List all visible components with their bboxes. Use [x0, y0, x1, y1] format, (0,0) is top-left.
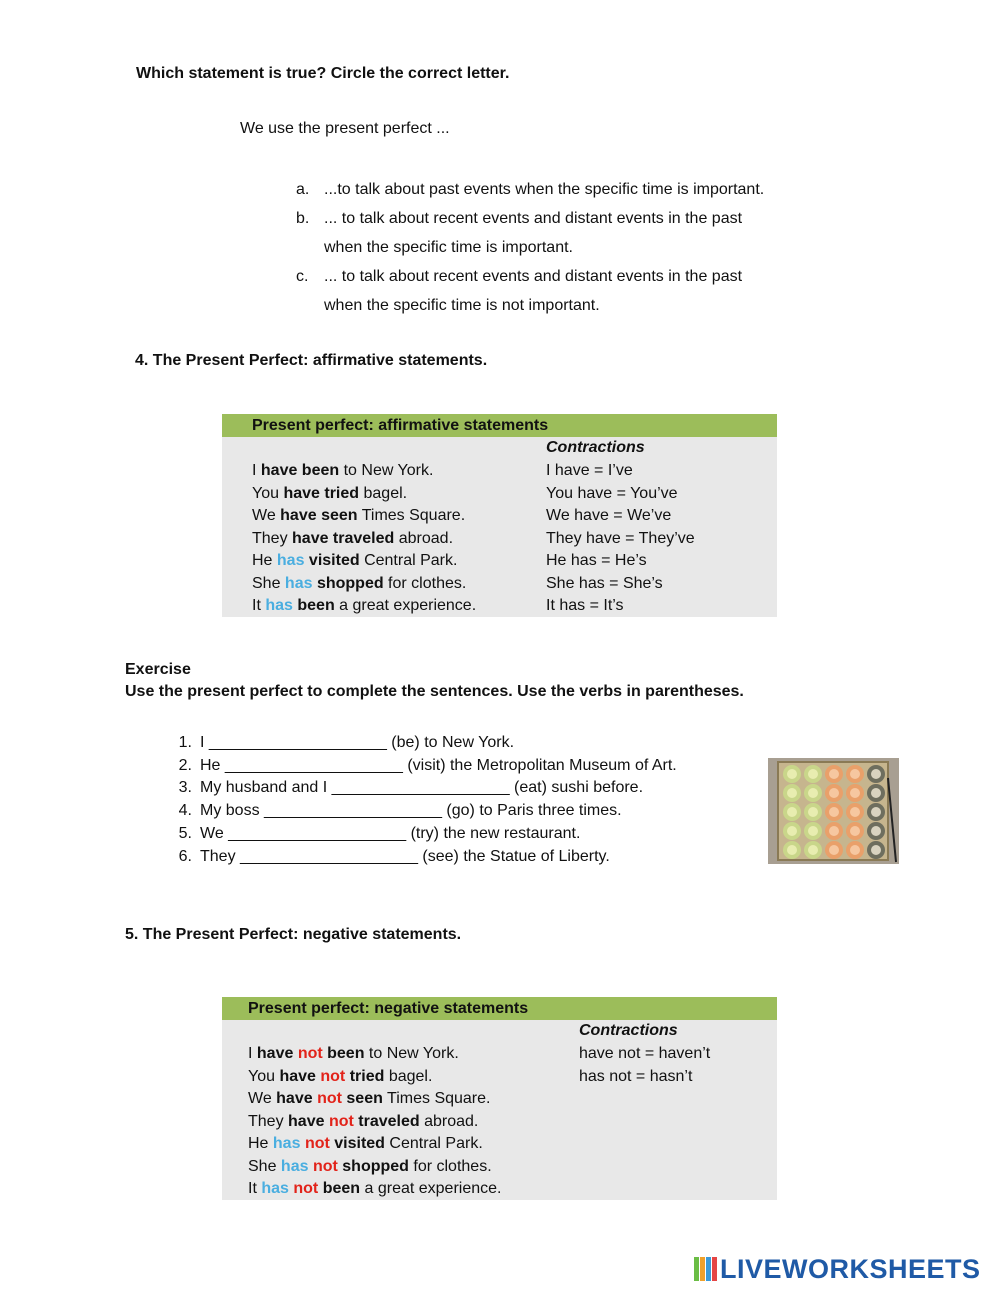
sushi-tray-illustration [768, 758, 899, 864]
sushi-roll-center [829, 845, 839, 855]
table-row [252, 550, 457, 573]
option-text-line: ...to talk about past events when the specific time is important. [324, 181, 765, 198]
rest: to New York. [364, 1045, 459, 1062]
rest: abroad. [394, 529, 454, 547]
auxiliary: has [280, 1157, 309, 1175]
exercise-number: 1. [178, 734, 192, 751]
exercise-sentence: My husband and I ____________________ (eat) sushi before. [200, 779, 644, 797]
sushi-image [768, 758, 899, 864]
subject: You [248, 1067, 280, 1085]
affirmative-table-header-label: Present perfect: affirmative statements [252, 417, 549, 434]
sushi-roll-center [871, 788, 881, 798]
table-row [252, 595, 476, 618]
auxiliary: have [288, 1112, 325, 1130]
rest: for clothes. [383, 574, 467, 592]
option-text-line: ... to talk about recent events and distant events in the past [324, 210, 743, 227]
exercise-item [172, 755, 752, 777]
exercise-instruction: Use the present perfect to complete the sentences. Use the verbs in parentheses. [125, 683, 744, 700]
auxiliary: have [256, 1045, 294, 1062]
option-text-line: when the specific time is not important. [324, 297, 600, 314]
exercise-number: 4. [178, 802, 192, 820]
auxiliary: has [261, 1180, 289, 1197]
table-row [252, 528, 453, 551]
sushi-roll-center [829, 826, 839, 836]
auxiliary: have [280, 507, 317, 524]
subject: She [248, 1157, 281, 1175]
sushi-roll-center [808, 807, 818, 817]
option-3 [296, 262, 856, 320]
subject: We [252, 507, 281, 524]
section-4-title: 4. The Present Perfect: affirmative statements. [135, 352, 488, 369]
table-row [248, 1133, 483, 1156]
not-word: not [328, 1112, 354, 1130]
table-row [252, 505, 465, 528]
not-word: not [317, 1090, 342, 1107]
participle: shopped [312, 574, 384, 592]
table-row [252, 483, 407, 506]
section-5-title: 5. The Present Perfect: negative statements. [125, 926, 462, 943]
subject: She [252, 574, 285, 592]
rest: a great experience. [334, 597, 477, 614]
participle: seen [316, 507, 358, 524]
auxiliary: have [260, 462, 298, 479]
participle: visited [329, 1135, 385, 1152]
exercise-sentence: My boss ____________________ (go) to Paris three times. [200, 802, 622, 820]
auxiliary: have [292, 529, 329, 547]
sushi-roll-center [871, 826, 881, 836]
sushi-roll-center [787, 807, 797, 817]
not-word: not [320, 1067, 346, 1085]
exercise-sentence: He ____________________ (visit) the Metropolitan Museum of Art. [200, 756, 677, 774]
answer-options [296, 175, 856, 325]
sushi-roll-center [871, 845, 881, 855]
option-text-line: ... to talk about recent events and distant events in the past [324, 268, 743, 285]
contraction-item: You have = You’ve [546, 484, 678, 502]
table-row [248, 1111, 478, 1134]
exercise-number: 5. [178, 824, 192, 842]
participle: tried [345, 1067, 385, 1085]
subject: He [252, 552, 277, 569]
table-row [248, 1088, 490, 1111]
negative-contraction-item: have not = haven’t [579, 1045, 711, 1062]
participle: visited [304, 552, 360, 569]
rest: to New York. [339, 462, 434, 479]
rest: bagel. [359, 484, 408, 502]
not-word: not [312, 1157, 338, 1175]
subject: It [248, 1180, 262, 1197]
logo-mark-icon [694, 1257, 718, 1281]
subject: They [248, 1112, 289, 1130]
sushi-roll-center [787, 788, 797, 798]
negative-contraction-item: has not = hasn’t [579, 1067, 693, 1085]
negative-contractions-heading: Contractions [579, 1022, 678, 1039]
not-word: not [297, 1045, 323, 1062]
sushi-roll-center [871, 807, 881, 817]
option-letter: a. [296, 181, 310, 198]
participle: shopped [337, 1157, 409, 1175]
sushi-roll-center [829, 769, 839, 779]
subject: You [252, 484, 284, 502]
sushi-roll-center [829, 807, 839, 817]
exercise-item [172, 846, 752, 868]
table-row [248, 1043, 459, 1066]
option-2 [296, 204, 856, 262]
not-word: not [304, 1135, 330, 1152]
sushi-roll-center [850, 788, 860, 798]
exercise-number: 3. [178, 779, 192, 797]
participle: been [292, 597, 335, 614]
sushi-roll-center [808, 845, 818, 855]
auxiliary: have [279, 1067, 316, 1085]
auxiliary: has [265, 597, 293, 614]
negative-table-header [222, 997, 777, 1020]
rest: Times Square. [382, 1090, 491, 1107]
auxiliary: have [276, 1090, 313, 1107]
subject: It [252, 597, 266, 614]
rest: for clothes. [408, 1157, 492, 1175]
rest: bagel. [384, 1067, 433, 1085]
negative-table [222, 997, 777, 1200]
participle: traveled [328, 529, 395, 547]
auxiliary: has [276, 552, 305, 569]
option-1 [296, 175, 856, 204]
rest: a great experience. [360, 1180, 502, 1197]
auxiliary: has [272, 1135, 301, 1152]
auxiliary: has [284, 574, 313, 592]
participle: traveled [353, 1112, 420, 1130]
question-intro: We use the present perfect ... [240, 120, 450, 137]
subject: They [252, 529, 293, 547]
sushi-roll-center [850, 845, 860, 855]
contraction-item: He has = He’s [546, 552, 647, 569]
table-row [252, 573, 466, 596]
subject: We [248, 1090, 277, 1107]
affirmative-table-header [222, 414, 777, 437]
option-letter: b. [296, 210, 310, 227]
exercise-item [172, 777, 752, 799]
exercise-number: 2. [178, 756, 192, 774]
sushi-roll-center [871, 769, 881, 779]
participle: been [318, 1180, 361, 1197]
exercise-item [172, 823, 752, 845]
table-row [248, 1066, 432, 1089]
participle: tried [319, 484, 360, 502]
exercise-sentence: We ____________________ (try) the new restaurant. [200, 824, 581, 842]
auxiliary: have [283, 484, 320, 502]
exercise-item [172, 800, 752, 822]
exercise-sentence: I ____________________ (be) to New York. [200, 734, 515, 751]
participle: been [322, 1045, 365, 1062]
rest: Central Park. [384, 1135, 483, 1152]
subject: I [248, 1045, 257, 1062]
table-row [252, 460, 433, 483]
sushi-roll-center [850, 807, 860, 817]
exercise-sentence: They ____________________ (see) the Statue of Liberty. [200, 847, 610, 865]
exercise-list [172, 732, 752, 872]
sushi-roll-center [787, 845, 797, 855]
option-text-line: when the specific time is important. [324, 239, 573, 256]
sushi-roll-center [808, 788, 818, 798]
contraction-item: They have = They’ve [546, 529, 695, 547]
sushi-roll-center [850, 769, 860, 779]
sushi-roll-center [808, 826, 818, 836]
subject: He [248, 1135, 273, 1152]
contraction-item: We have = We’ve [546, 507, 672, 524]
sushi-roll-center [787, 769, 797, 779]
table-row [248, 1156, 492, 1179]
exercise-item [172, 732, 752, 754]
rest: Times Square. [357, 507, 466, 524]
sushi-roll-center [850, 826, 860, 836]
sushi-roll-center [787, 826, 797, 836]
liveworksheets-logo [694, 1254, 981, 1284]
option-letter: c. [296, 268, 309, 285]
logo-text: LIVEWORKSHEETS [720, 1253, 981, 1284]
contractions-heading: Contractions [546, 439, 645, 456]
contraction-item: I have = I’ve [546, 462, 633, 479]
affirmative-table [222, 414, 777, 617]
contraction-item: It has = It’s [546, 597, 624, 614]
exercise-number: 6. [178, 847, 192, 865]
participle: been [297, 462, 340, 479]
question-title: Which statement is true? Circle the correct letter. [136, 65, 510, 82]
table-row [248, 1178, 501, 1201]
subject: I [252, 462, 261, 479]
sushi-roll-center [808, 769, 818, 779]
contraction-item: She has = She’s [546, 574, 663, 592]
negative-table-header-label: Present perfect: negative statements [248, 1000, 529, 1017]
rest: abroad. [419, 1112, 479, 1130]
exercise-label: Exercise [125, 661, 191, 678]
sushi-roll-center [829, 788, 839, 798]
not-word: not [293, 1180, 319, 1197]
participle: seen [341, 1090, 383, 1107]
rest: Central Park. [359, 552, 458, 569]
